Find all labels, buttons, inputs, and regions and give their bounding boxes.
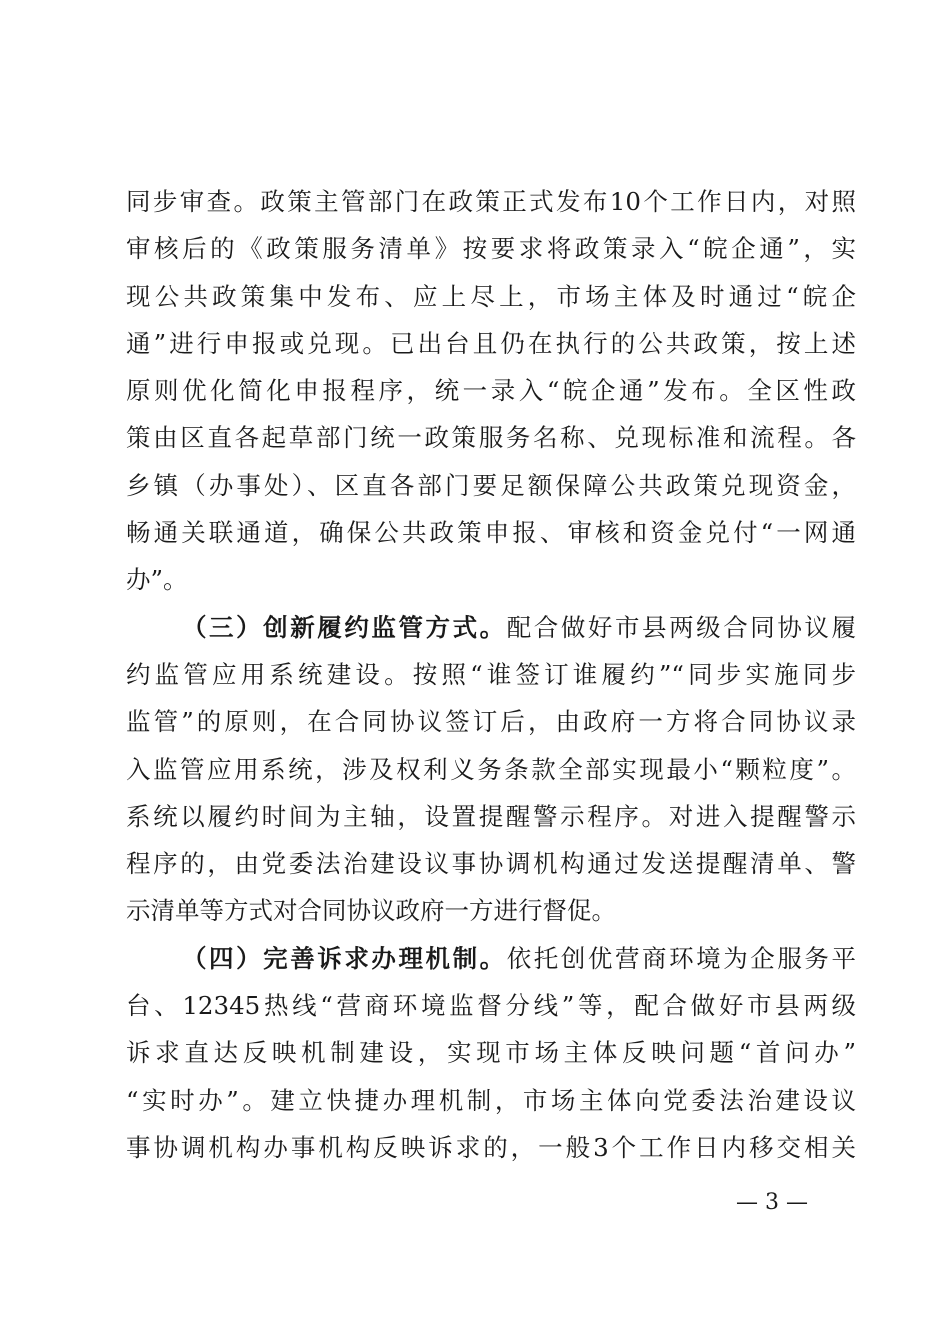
text-line: 办”。 <box>126 565 188 595</box>
text-line: 同步审查。政策主管部门在政策正式发布10个工作日内，对照 <box>126 187 856 216</box>
text-line: 现公共政策集中发布、应上尽上，市场主体及时通过“皖企 <box>126 281 856 311</box>
text-line: 系统以履约时间为主轴，设置提醒警示程序。对进入提醒警示 <box>126 801 856 831</box>
text-line: “实时办”。建立快捷办理机制，市场主体向党委法治建设议 <box>126 1085 856 1115</box>
document-body <box>126 178 856 1171</box>
text-line: 事协调机构办事机构反映诉求的，一般3个工作日内移交相关 <box>126 1132 856 1162</box>
section-heading: （四）完善诉求办理机制。 <box>182 943 507 973</box>
text-line: 监管”的原则，在合同协议签订后，由政府一方将合同协议录 <box>126 707 856 737</box>
text-line: 入监管应用系统，涉及权利义务条款全部实现最小“颗粒度”。 <box>126 754 856 784</box>
text-line: 通”进行申报或兑现。已出台且仍在执行的公共政策，按上述 <box>126 328 856 358</box>
page-number: — 3 — <box>736 1190 808 1215</box>
text-line: 示清单等方式对合同协议政府一方进行督促。 <box>126 896 616 926</box>
text-line: 畅通关联通道，确保公共政策申报、审核和资金兑付“一网通 <box>126 518 856 548</box>
text-line: 原则优化简化申报程序，统一录入“皖企通”发布。全区性政 <box>126 376 856 406</box>
text-line: 程序的，由党委法治建设议事协调机构通过发送提醒清单、警 <box>126 849 856 879</box>
text-run: 依托创优营商环境为企服务平 <box>506 943 856 973</box>
text-line: 审核后的《政策服务清单》按要求将政策录入“皖企通”，实 <box>126 234 856 264</box>
text-line: 台、12345热线“营商环境监督分线”等，配合做好市县两级 <box>126 991 856 1021</box>
text-line: 乡镇（办事处）、区直各部门要足额保障公共政策兑现资金， <box>126 470 856 500</box>
paragraph-first-line <box>126 604 856 651</box>
text-line: 约监管应用系统建设。按照“谁签订谁履约”“同步实施同步 <box>126 659 856 689</box>
text-line: 诉求直达反映机制建设，实现市场主体反映问题“首问办” <box>126 1038 856 1068</box>
paragraph-first-line <box>126 935 856 982</box>
text-line: 策由区直各起草部门统一政策服务名称、兑现标准和流程。各 <box>126 423 856 453</box>
text-run: 配合做好市县两级合同协议履 <box>506 612 856 642</box>
section-heading: （三）创新履约监管方式。 <box>182 612 507 642</box>
